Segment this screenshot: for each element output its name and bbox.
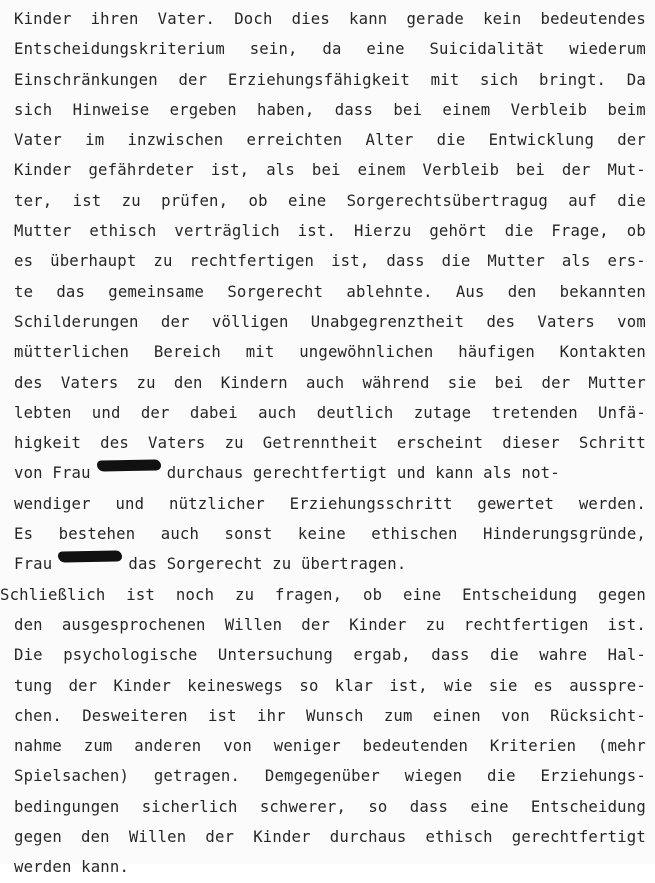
- word: ist,: [331, 252, 370, 271]
- redaction-mark: [58, 551, 122, 563]
- word: Sorgerecht: [227, 282, 324, 301]
- word: bestehen: [58, 525, 136, 544]
- word: weniger: [273, 737, 341, 756]
- text-segment: [14, 610, 646, 640]
- word: Erziehungs-: [540, 767, 646, 786]
- word: Unabgegrenztheit: [310, 312, 465, 331]
- word: mütterlichen: [14, 343, 130, 362]
- word: überhaupt: [50, 252, 137, 271]
- word: der: [541, 373, 571, 392]
- word: Entscheidungskriterium: [14, 40, 225, 59]
- word: Entwicklung: [488, 131, 595, 150]
- word: lebten: [14, 403, 72, 422]
- word: dies: [291, 10, 330, 28]
- word: ihr: [257, 706, 286, 725]
- word: zu: [136, 373, 156, 392]
- text-segment: [14, 155, 646, 185]
- word: bei: [311, 161, 341, 180]
- word: gerechtfertigt: [511, 828, 646, 847]
- text-line: [14, 640, 646, 670]
- text-line: [14, 671, 646, 701]
- word: Mut-: [607, 161, 646, 180]
- word: psychologische: [63, 646, 198, 665]
- word: Kindern: [220, 373, 288, 392]
- word: keine: [297, 525, 346, 544]
- text-segment: Frau: [14, 555, 53, 574]
- text-segment: [14, 671, 646, 701]
- text-segment: [14, 822, 646, 852]
- text-line: [14, 307, 646, 337]
- word: des: [100, 434, 129, 453]
- word: ablehnte.: [346, 282, 433, 301]
- text-line: [14, 4, 646, 34]
- word: Wunsch: [306, 706, 364, 725]
- word: während: [362, 373, 430, 392]
- word: Bereich: [153, 343, 221, 362]
- text-segment: [14, 4, 646, 34]
- word: dass: [409, 797, 449, 816]
- word: vom: [617, 312, 646, 331]
- word: bedingungen: [14, 797, 120, 816]
- word: Vater.: [157, 10, 216, 28]
- text-segment: [14, 277, 646, 307]
- word: verträglich: [174, 222, 280, 241]
- word: inzwischen: [127, 131, 224, 150]
- text-line: [14, 701, 646, 731]
- word: die: [441, 252, 471, 271]
- word: und: [91, 403, 121, 422]
- word: von: [501, 706, 530, 725]
- word: sich: [14, 100, 53, 119]
- text-segment: [14, 246, 646, 276]
- word: den: [507, 282, 537, 301]
- word: werden.: [578, 494, 646, 513]
- word: erscheint: [396, 434, 484, 453]
- word: häufigen: [458, 343, 535, 362]
- text-line: [14, 398, 646, 428]
- word: so: [299, 676, 319, 695]
- word: auf: [568, 191, 597, 210]
- word: Schritt: [578, 434, 646, 453]
- text-line: [14, 125, 646, 155]
- word: Kinder: [14, 161, 72, 180]
- word: Die: [14, 646, 43, 665]
- word: getragen.: [153, 767, 241, 786]
- word: bekannten: [559, 282, 646, 301]
- word: den: [81, 828, 110, 847]
- word: der: [68, 676, 98, 695]
- word: gerade: [406, 10, 464, 28]
- word: im: [85, 131, 105, 150]
- word: Verbleib: [422, 161, 500, 180]
- word: gefährdeter: [88, 161, 194, 180]
- word: einem: [442, 100, 491, 119]
- word: mit: [245, 343, 275, 362]
- word: gegen: [14, 828, 62, 847]
- word: dabei: [189, 403, 238, 422]
- text-line: [14, 822, 646, 852]
- word: so: [368, 797, 388, 816]
- text-segment: [14, 731, 646, 761]
- word: Hierzu: [353, 222, 412, 241]
- text-segment: [14, 95, 646, 125]
- word: kann: [349, 10, 388, 28]
- text-line: [14, 428, 646, 458]
- word: Da: [626, 70, 646, 89]
- word: Kinder: [349, 615, 407, 634]
- text-line: [14, 155, 646, 185]
- word: da: [322, 40, 342, 59]
- word: rechtfertigen: [189, 252, 315, 271]
- text-line: [14, 792, 646, 822]
- word: Sorgerechtsübertragug: [346, 191, 548, 210]
- text-line: [14, 489, 646, 519]
- word: ers-: [607, 252, 646, 271]
- word: von: [223, 737, 252, 756]
- word: ter,: [14, 191, 53, 210]
- word: Kontakten: [559, 343, 646, 362]
- word: Hinderungsgründe,: [483, 525, 646, 544]
- word: Unfä-: [598, 403, 646, 422]
- word: sein,: [249, 40, 298, 59]
- word: es: [14, 252, 34, 271]
- word: haben,: [256, 100, 315, 119]
- word: Mutter: [14, 222, 72, 241]
- text-line: [0, 580, 646, 610]
- word: Verbleib: [510, 100, 588, 119]
- word: zu: [224, 434, 244, 453]
- word: ob: [248, 191, 268, 210]
- word: Getrenntheit: [262, 434, 378, 453]
- word: zutage: [413, 403, 472, 422]
- text-segment: werden kann.: [14, 858, 130, 877]
- word: bei: [516, 161, 545, 180]
- word: klar: [334, 676, 374, 695]
- word: sich: [480, 70, 519, 89]
- word: Entscheidung: [530, 797, 646, 816]
- word: Entscheidung: [462, 585, 578, 604]
- word: bringt.: [539, 70, 607, 89]
- word: sonst: [224, 525, 273, 544]
- word: Frage,: [551, 222, 609, 241]
- word: ethisch: [89, 222, 157, 241]
- word: bedeutenden: [362, 737, 469, 756]
- word: wiegen: [404, 767, 463, 786]
- word: Hinweise: [72, 100, 150, 119]
- text-segment: [14, 337, 646, 367]
- text-line: [14, 549, 646, 579]
- text-line: [14, 368, 646, 398]
- word: den: [14, 615, 43, 634]
- word: ausgesprochenen: [61, 615, 206, 634]
- word: die: [436, 131, 466, 150]
- word: Willen: [224, 615, 283, 634]
- text-line: [14, 731, 646, 761]
- word: higkeit: [14, 434, 82, 453]
- text-segment: [14, 65, 646, 95]
- word: Kinder: [253, 828, 311, 847]
- word: mit: [430, 70, 460, 89]
- text-segment: [14, 125, 646, 155]
- text-segment: durchaus gerechtfertigt und kann als not-: [166, 464, 560, 483]
- word: der: [561, 161, 591, 180]
- word: Mutter: [487, 252, 545, 271]
- word: zu: [425, 615, 445, 634]
- word: Aus: [455, 282, 485, 301]
- word: gehört: [429, 222, 487, 241]
- word: ergab,: [353, 646, 411, 665]
- word: fragen,: [275, 585, 343, 604]
- word: tung: [14, 676, 53, 695]
- word: Es: [14, 525, 34, 544]
- word: des: [486, 312, 516, 331]
- word: Willen: [128, 828, 187, 847]
- word: die: [504, 222, 534, 241]
- word: ist: [72, 191, 102, 210]
- word: prüfen,: [161, 191, 229, 210]
- word: sie: [488, 676, 518, 695]
- redaction-mark: [97, 460, 161, 472]
- word: beim: [607, 100, 646, 119]
- document-body: [0, 4, 646, 883]
- word: wahre: [539, 646, 588, 665]
- word: Einschränkungen: [14, 70, 158, 89]
- word: der: [140, 403, 170, 422]
- text-segment: das Sorgerecht zu übertragen.: [128, 555, 407, 574]
- word: die: [490, 646, 519, 665]
- text-segment: [0, 580, 646, 610]
- word: Suicidalität: [429, 40, 545, 59]
- word: bedeutendes: [540, 10, 646, 28]
- word: ethisch: [425, 828, 493, 847]
- word: gemeinsame: [108, 282, 205, 301]
- word: eine: [287, 191, 327, 210]
- word: wendiger: [14, 494, 91, 513]
- word: Demgegenüber: [264, 767, 380, 786]
- text-segment: [14, 640, 646, 670]
- word: die: [617, 191, 646, 210]
- text-line: [14, 216, 646, 246]
- word: Doch: [234, 10, 273, 28]
- word: ist: [126, 585, 156, 604]
- text-line: [14, 65, 646, 95]
- word: sie: [447, 373, 477, 392]
- word: Kinder: [14, 10, 72, 28]
- word: ob: [626, 222, 646, 241]
- word: als: [266, 161, 295, 180]
- word: ergeben: [169, 100, 237, 119]
- text-line: [14, 246, 646, 276]
- word: Erziehungsschritt: [289, 494, 453, 513]
- text-segment: [14, 34, 646, 64]
- text-line: [14, 610, 646, 640]
- word: Vaters: [537, 312, 595, 331]
- text-segment: [14, 701, 646, 731]
- word: tretenden: [491, 403, 578, 422]
- text-segment: [14, 761, 646, 791]
- word: es: [533, 676, 553, 695]
- word: eine: [366, 40, 405, 59]
- word: gewertet: [477, 494, 555, 513]
- word: Erziehungsfähigkeit: [227, 70, 411, 89]
- text-segment: [14, 368, 646, 398]
- word: Vaters: [147, 434, 206, 453]
- word: bei: [494, 373, 524, 392]
- word: durchaus: [329, 828, 407, 847]
- word: einem: [357, 161, 406, 180]
- text-segment: [14, 792, 646, 822]
- word: Alter: [365, 131, 414, 150]
- word: rechtfertigen: [463, 615, 589, 634]
- word: schwerer,: [259, 797, 347, 816]
- word: chen.: [14, 706, 62, 725]
- word: dass: [386, 252, 425, 271]
- word: zu: [235, 585, 255, 604]
- text-line: [14, 852, 646, 882]
- text-line: [14, 337, 646, 367]
- word: dass: [431, 646, 470, 665]
- word: Schilderungen: [14, 312, 139, 331]
- word: ungewöhnlichen: [299, 343, 434, 362]
- word: zum: [383, 706, 413, 725]
- word: dass: [334, 100, 374, 119]
- text-line: [14, 761, 646, 791]
- word: der: [617, 131, 646, 150]
- text-line: [14, 458, 646, 488]
- word: ist.: [607, 615, 646, 634]
- text-segment: [14, 428, 646, 458]
- word: Kinder: [113, 676, 172, 695]
- word: bei: [393, 100, 423, 119]
- word: als: [561, 252, 591, 271]
- text-line: [14, 186, 646, 216]
- word: anderen: [134, 737, 202, 756]
- word: auch: [160, 525, 200, 544]
- word: Kriterien: [489, 737, 577, 756]
- word: Mutter: [588, 373, 646, 392]
- word: kein: [483, 10, 522, 28]
- word: dieser: [502, 434, 560, 453]
- word: die: [486, 767, 516, 786]
- word: ausspre-: [569, 676, 646, 695]
- text-segment: [14, 186, 646, 216]
- word: gegen: [598, 585, 646, 604]
- word: eine: [470, 797, 509, 816]
- word: eine: [402, 585, 442, 604]
- word: te: [14, 282, 34, 301]
- text-line: [14, 277, 646, 307]
- text-segment: [14, 307, 646, 337]
- word: und: [115, 494, 145, 513]
- word: wie: [443, 676, 473, 695]
- word: völligen: [211, 312, 289, 331]
- text-segment: [14, 519, 646, 549]
- word: Desweiteren: [82, 706, 188, 725]
- word: erreichten: [246, 131, 343, 150]
- word: auch: [306, 373, 345, 392]
- word: Vaters: [60, 373, 119, 392]
- word: zu: [153, 252, 173, 271]
- word: Spielsachen): [14, 767, 130, 786]
- word: nützlicher: [168, 494, 265, 513]
- word: ist,: [210, 161, 250, 180]
- word: Vater: [14, 131, 62, 150]
- word: Hal-: [607, 646, 646, 665]
- word: den: [173, 373, 203, 392]
- word: der: [205, 828, 235, 847]
- word: Rücksicht-: [550, 706, 646, 725]
- word: der: [178, 70, 208, 89]
- text-segment: von Frau: [14, 464, 91, 483]
- word: zu: [121, 191, 141, 210]
- word: ethischen: [371, 525, 458, 544]
- word: ist: [207, 706, 237, 725]
- text-line: [14, 95, 646, 125]
- word: ihren: [90, 10, 139, 28]
- text-line: [14, 519, 646, 549]
- word: der: [301, 615, 331, 634]
- word: sicherlich: [141, 797, 238, 816]
- text-segment: [14, 216, 646, 246]
- word: wiederum: [569, 40, 646, 59]
- word: deutlich: [316, 403, 394, 422]
- word: (mehr: [597, 737, 646, 756]
- word: einen: [432, 706, 481, 725]
- text-line: [14, 34, 646, 64]
- word: ist.: [297, 222, 337, 241]
- word: der: [160, 312, 190, 331]
- word: auch: [258, 403, 297, 422]
- word: Schließlich: [0, 585, 106, 604]
- word: das: [56, 282, 86, 301]
- word: ob: [362, 585, 383, 604]
- word: noch: [175, 585, 215, 604]
- text-segment: [14, 398, 646, 428]
- word: keineswegs: [187, 676, 284, 695]
- word: Untersuchung: [217, 646, 333, 665]
- word: ist,: [389, 676, 428, 695]
- word: des: [14, 373, 43, 392]
- word: nahme: [14, 737, 62, 756]
- text-segment: [14, 489, 646, 519]
- word: zum: [83, 737, 113, 756]
